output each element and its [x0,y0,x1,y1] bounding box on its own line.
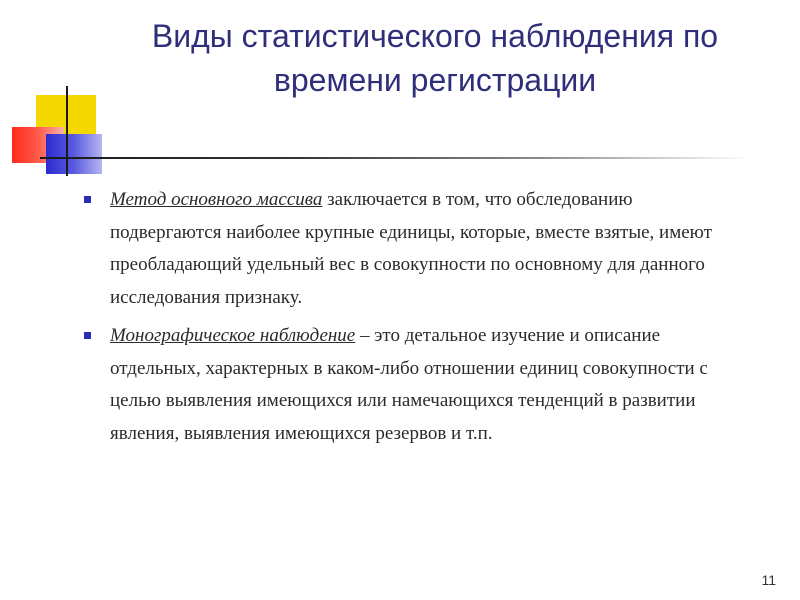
bullet-term: Метод основного массива [110,189,323,210]
bullet-list [110,184,740,450]
page-number: 11 [761,572,776,588]
bullet-item [110,184,740,314]
decorative-blue-block [46,134,102,174]
square-bullet-icon [84,196,91,203]
bullet-text: – это детальное изучение и описание отдельных, характерных в каком-либо отношении единиц совокупности с целью выявления имеющихся или намечающихся тенденций в развитии явления, выявления имеющихся резервов и т.п. [110,325,708,444]
slide-title: Виды статистического наблюдения по времени регистрации [151,18,719,98]
title-divider-line [40,157,750,159]
bullet-item [110,320,740,450]
decorative-vertical-line [66,86,68,176]
bullet-term: Монографическое наблюдение [110,325,356,346]
square-bullet-icon [84,332,91,339]
bullet-text: заключается в том, что обследованию подвергаются наиболее крупные единицы, которые, вместе взятые, имеют преобладающий удельный вес в совокупности по основному для данного исследования признаку. [110,189,712,308]
